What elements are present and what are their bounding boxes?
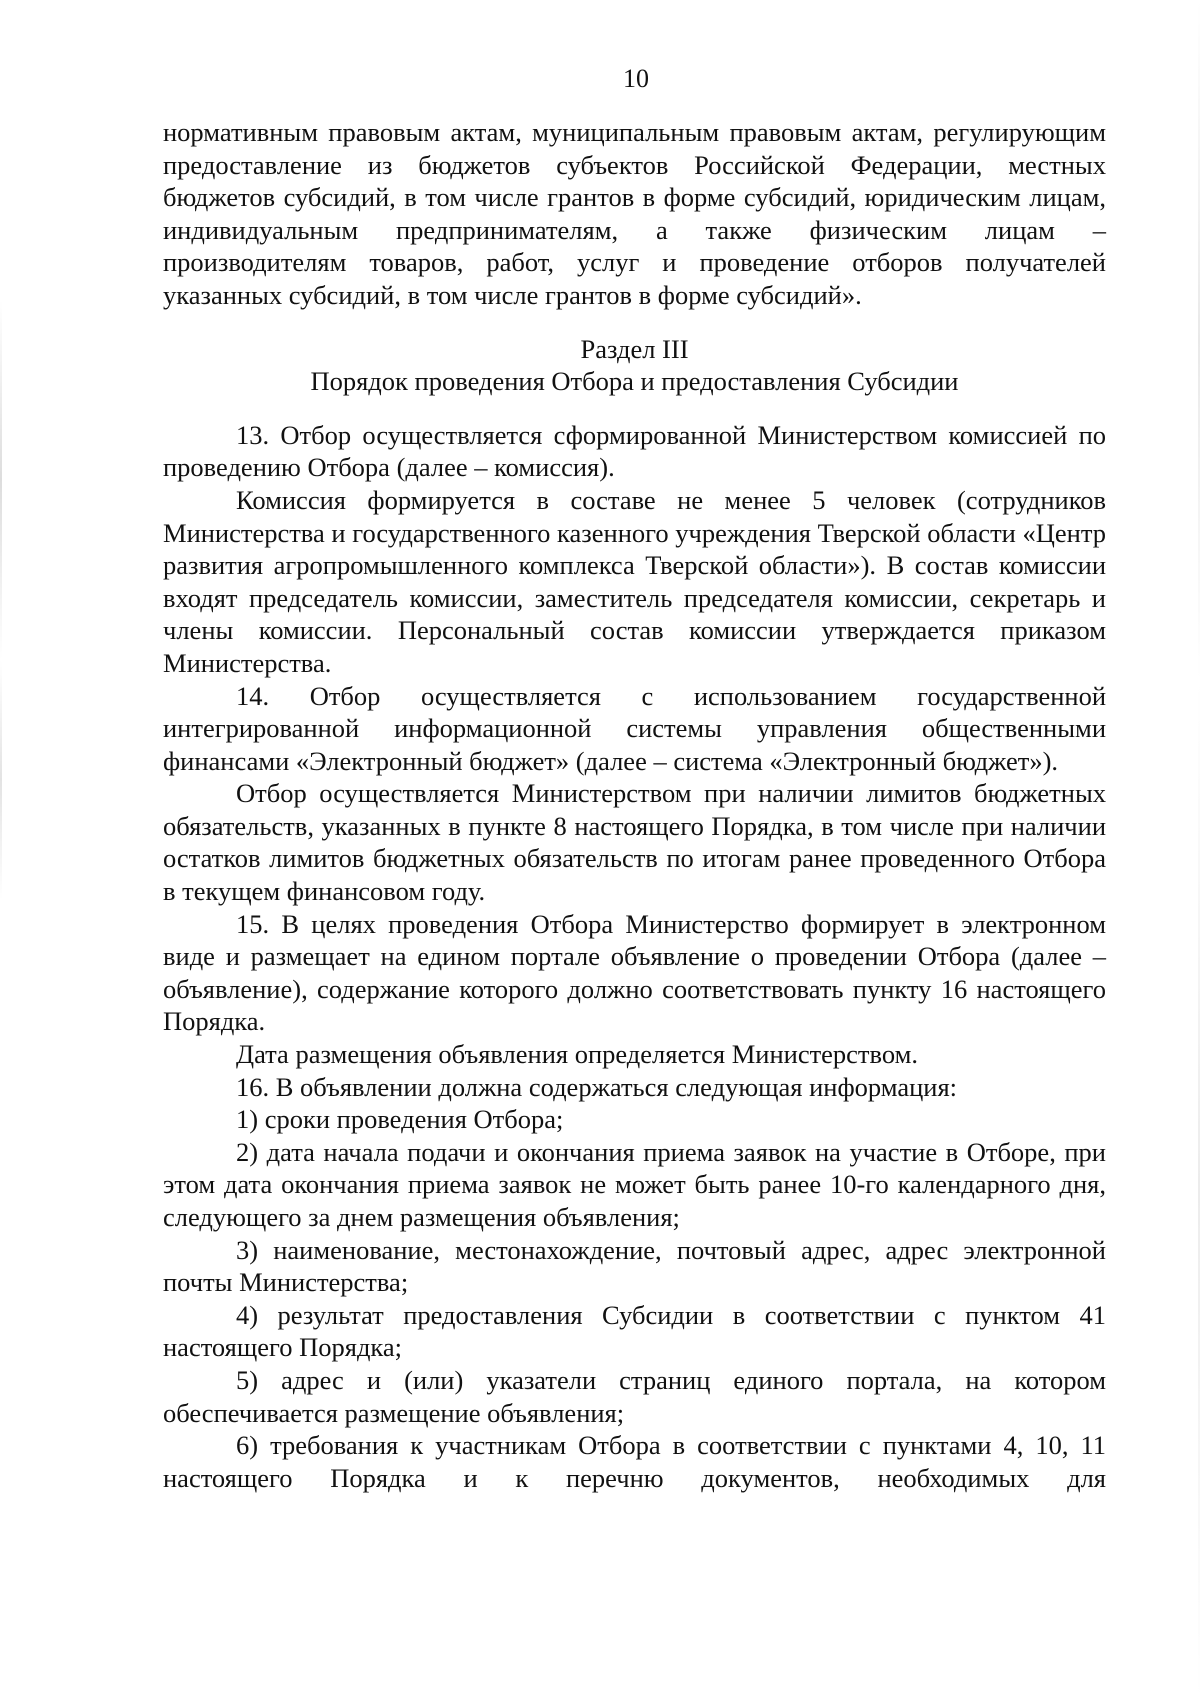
- paragraph-13: 13. Отбор осуществляется сформированной Министерством комиссией по проведению Отбора (далее – комиссия).: [163, 419, 1106, 483]
- page-number: 10: [623, 64, 649, 93]
- list-item-2: 2) дата начала подачи и окончания приема заявок на участие в Отборе, при этом дата окончания приема заявок не может быть ранее 10-го календарного дня, следующего за днем размещения объявления;: [163, 1136, 1106, 1232]
- paragraph-limits: Отбор осуществляется Министерством при наличии лимитов бюджетных обязательств, указанных в пункте 8 настоящего Порядка, в том числе при наличии остатков лимитов бюджетных обязательств по итогам ранее проведенного Отбора в текущем финансовом году.: [163, 778, 1106, 907]
- paragraph-14: 14. Отбор осуществляется с использованием государственной интегрированной информационной системы управления общественными финансами «Электронный бюджет» (далее – система «Электронный бюджет»).: [163, 680, 1106, 776]
- list-item-6: 6) требования к участникам Отбора в соответствии с пунктами 4, 10, 11 настоящего Порядка и к перечню документов, необходимых для: [163, 1430, 1106, 1493]
- list-item-3: 3) наименование, местонахождение, почтовый адрес, адрес электронной почты Министерства;: [163, 1234, 1106, 1298]
- list-item-4: 4) результат предоставления Субсидии в соответствии с пунктом 41 настоящего Порядка;: [163, 1299, 1106, 1363]
- section-title: Порядок проведения Отбора и предоставления Субсидии: [310, 366, 959, 397]
- list-item-1: 1) сроки проведения Отбора;: [236, 1104, 564, 1135]
- scan-edge-left: [0, 300, 2, 900]
- spacer: [163, 398, 1106, 419]
- paragraph-date: Дата размещения объявления определяется Министерством.: [236, 1039, 918, 1070]
- paragraph-16: 16. В объявлении должна содержаться следующая информация:: [236, 1071, 957, 1102]
- document-body: [163, 116, 1106, 1494]
- paragraph-continuation: нормативным правовым актам, муниципальным правовым актам, регулирующим предоставление из бюджетов субъектов Российской Федерации, местных бюджетов субсидий, в том числе грантов в форме субсидий, юридическим лицам, индивидуальным предпринимателям, а также физическим лицам – производителям товаров, работ, услуг и проведение отборов получателей указанных субсидий, в том числе грантов в форме субсидий».: [163, 117, 1106, 310]
- paragraph-commission: Комиссия формируется в составе не менее 5 человек (сотрудников Министерства и государственного казенного учреждения Тверской области «Центр развития агропромышленного комплекса Тверской области»). В состав комиссии входят председатель комиссии, заместитель председателя комиссии, секретарь и члены комиссии. Персональный состав комиссии утверждается приказом Министерства.: [163, 484, 1106, 678]
- list-item-5: 5) адрес и (или) указатели страниц единого портала, на котором обеспечивается размещение объявления;: [163, 1364, 1106, 1428]
- section-number: Раздел III: [580, 333, 689, 364]
- spacer: [163, 312, 1106, 333]
- paragraph-15: 15. В целях проведения Отбора Министерство формирует в электронном виде и размещает на едином портале объявление о проведении Отбора (далее – объявление), содержание которого должно соответствовать пункту 16 настоящего Порядка.: [163, 908, 1106, 1037]
